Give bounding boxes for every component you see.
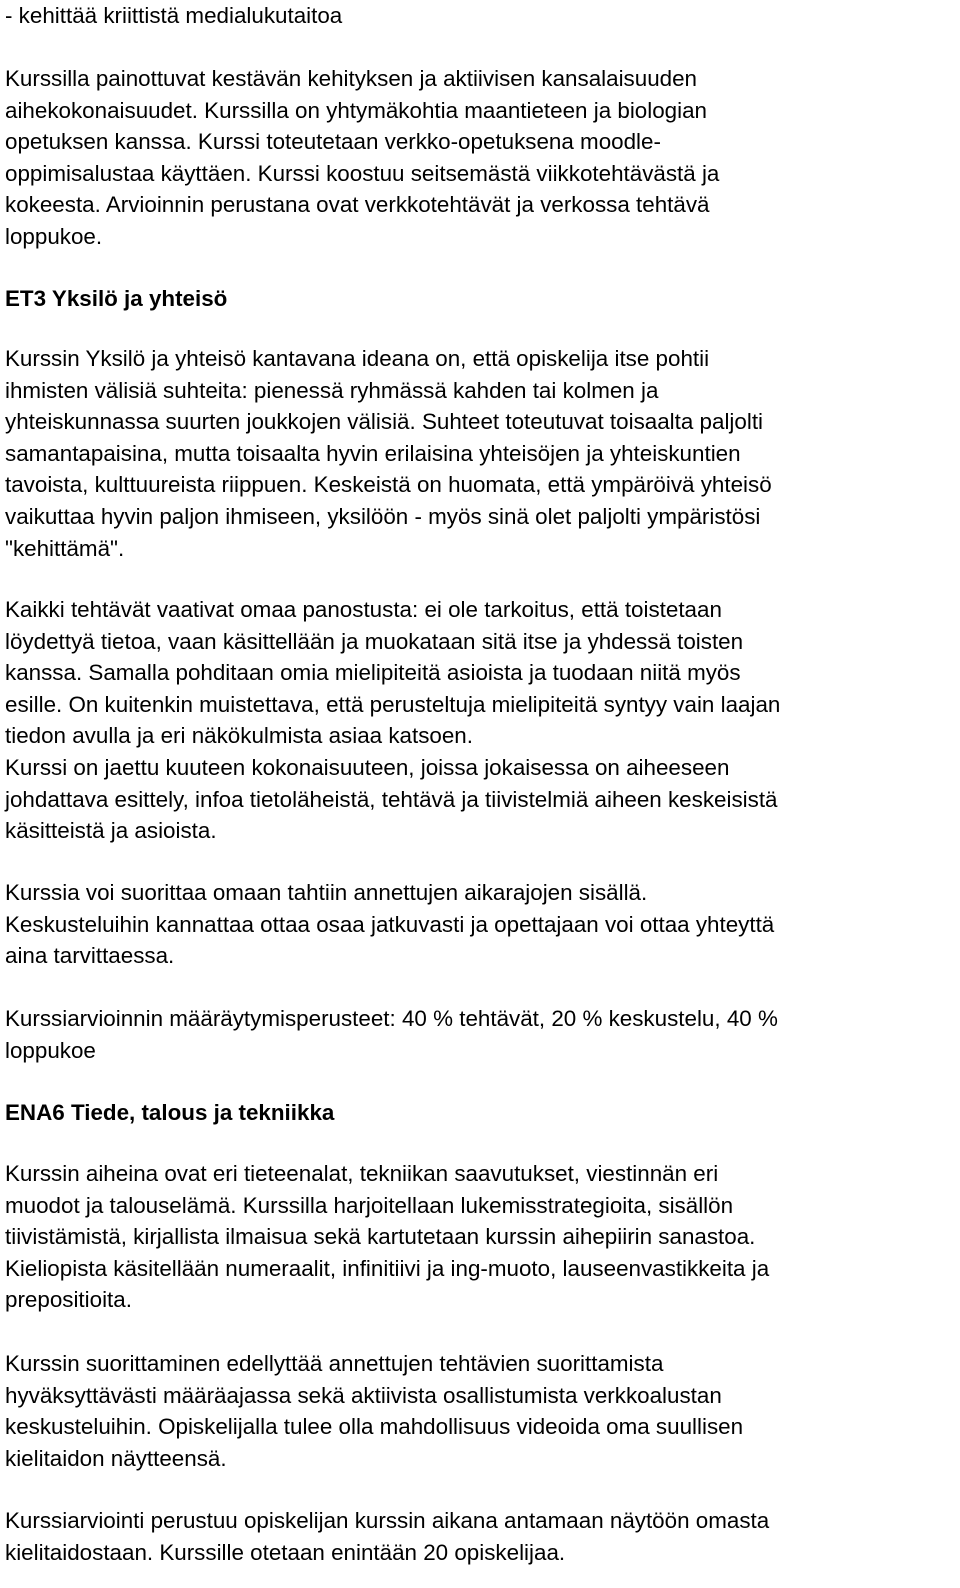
- text-line: Kurssiarvioinnin määräytymisperusteet: 40 % tehtävät, 20 % keskustelu, 40 %: [5, 1006, 778, 1031]
- text-line: samantapaisina, mutta toisaalta hyvin erilaisina yhteisöjen ja yhteiskuntien: [5, 440, 741, 466]
- ena6-heading: [5, 1097, 953, 1129]
- text-line: aina tarvittaessa.: [5, 943, 175, 969]
- et3-heading-text: ET3 Yksilö ja yhteisö: [5, 286, 228, 311]
- et3-paragraph-1: [5, 343, 953, 564]
- text-line: "kehittämä".: [5, 535, 125, 561]
- text-line: Kurssia voi suorittaa omaan tahtiin annettujen aikarajojen sisällä.: [5, 880, 648, 905]
- ena6-heading-text: ENA6 Tiede, talous ja tekniikka: [5, 1100, 335, 1125]
- text-line: Kurssin Yksilö ja yhteisö kantavana ideana on, että opiskelija itse pohtii: [5, 346, 710, 371]
- text-line: vaikuttaa hyvin paljon ihmiseen, yksilöön - myös sinä olet paljolti ympäristösi: [5, 503, 761, 529]
- text-line: Kurssilla painottuvat kestävän kehityksen ja aktiivisen kansalaisuuden: [5, 66, 698, 91]
- text-line: kielitaidon näytteensä.: [5, 1445, 227, 1471]
- text-line: hyväksyttävästi määräajassa sekä aktiivista osallistumista verkkoalustan: [5, 1382, 722, 1408]
- text-line: loppukoe: [5, 1037, 96, 1063]
- text-line: yhteiskunnassa suurten joukkojen välisiä. Suhteet toteutuvat toisaalta paljolti: [5, 409, 764, 435]
- text-line: loppukoe.: [5, 223, 103, 249]
- ena6-paragraph-2: [5, 1348, 953, 1474]
- intro-paragraph: [5, 63, 953, 253]
- text-line: tavoista, kulttuureista riippuen. Keskeistä on huomata, että ympäröivä yhteisö: [5, 472, 772, 498]
- text-line: käsitteistä ja asioista.: [5, 818, 217, 844]
- et3-paragraph-3: [5, 877, 953, 972]
- text-line: tiivistämistä, kirjallista ilmaisua sekä kartutetaan kurssin aihepiirin sanastoa.: [5, 1224, 756, 1250]
- text-line: esille. On kuitenkin muistettava, että perusteltuja mielipiteitä syntyy vain laajan: [5, 691, 781, 717]
- et3-heading: [5, 283, 953, 315]
- ena6-paragraph-3: [5, 1505, 953, 1568]
- text-line: löydettyä tietoa, vaan käsittellään ja muokataan sitä itse ja yhdessä toisten: [5, 628, 744, 654]
- text-line: tiedon avulla ja eri näkökulmista asiaa katsoen.: [5, 723, 473, 749]
- text-line: kielitaidostaan. Kurssille otetaan enintään 20 opiskelijaa.: [5, 1539, 566, 1565]
- text-line: muodot ja talouselämä. Kurssilla harjoitellaan lukemisstrategioita, sisällön: [5, 1192, 734, 1218]
- intro-bullet: [5, 0, 953, 32]
- text-line: kokeesta. Arvioinnin perustana ovat verkkotehtävät ja verkossa tehtävä: [5, 192, 710, 218]
- text-line: Kurssin suorittaminen edellyttää annettujen tehtävien suorittamista: [5, 1351, 664, 1376]
- text-line: Kurssin aiheina ovat eri tieteenalat, tekniikan saavutukset, viestinnän eri: [5, 1161, 719, 1186]
- et3-paragraph-2: [5, 594, 953, 847]
- text-line: opetuksen kanssa. Kurssi toteutetaan verkko-opetuksena moodle-: [5, 129, 661, 155]
- text-line: - kehittää kriittistä medialukutaitoa: [5, 3, 343, 28]
- text-line: Kurssi on jaettu kuuteen kokonaisuuteen, joissa jokaisessa on aiheeseen: [5, 754, 730, 780]
- text-line: ihmisten välisiä suhteita: pienessä ryhmässä kahden tai kolmen ja: [5, 377, 659, 403]
- text-line: keskusteluihin. Opiskelijalla tulee olla mahdollisuus videoida oma suullisen: [5, 1414, 744, 1440]
- text-line: aihekokonaisuudet. Kurssilla on yhtymäkohtia maantieteen ja biologian: [5, 97, 708, 123]
- text-line: kanssa. Samalla pohditaan omia mielipiteitä asioista ja tuodaan niitä myös: [5, 660, 741, 686]
- text-line: Kurssiarviointi perustuu opiskelijan kurssin aikana antamaan näytöön omasta: [5, 1508, 770, 1533]
- text-line: Kieliopista käsitellään numeraalit, infinitiivi ja ing-muoto, lauseenvastikkeita ja: [5, 1255, 770, 1281]
- ena6-paragraph-1: [5, 1158, 953, 1316]
- text-line: oppimisalustaa käyttäen. Kurssi koostuu seitsemästä viikkotehtävästä ja: [5, 160, 720, 186]
- text-line: Kaikki tehtävät vaativat omaa panostusta: ei ole tarkoitus, että toistetaan: [5, 597, 722, 622]
- text-line: prepositioita.: [5, 1287, 132, 1313]
- text-line: Keskusteluihin kannattaa ottaa osaa jatkuvasti ja opettajaan voi ottaa yhteyttä: [5, 911, 775, 937]
- text-line: johdattava esittely, infoa tietoläheistä, tehtävä ja tiivistelmiä aiheen keskeisistä: [5, 786, 778, 812]
- et3-paragraph-4: [5, 1003, 953, 1066]
